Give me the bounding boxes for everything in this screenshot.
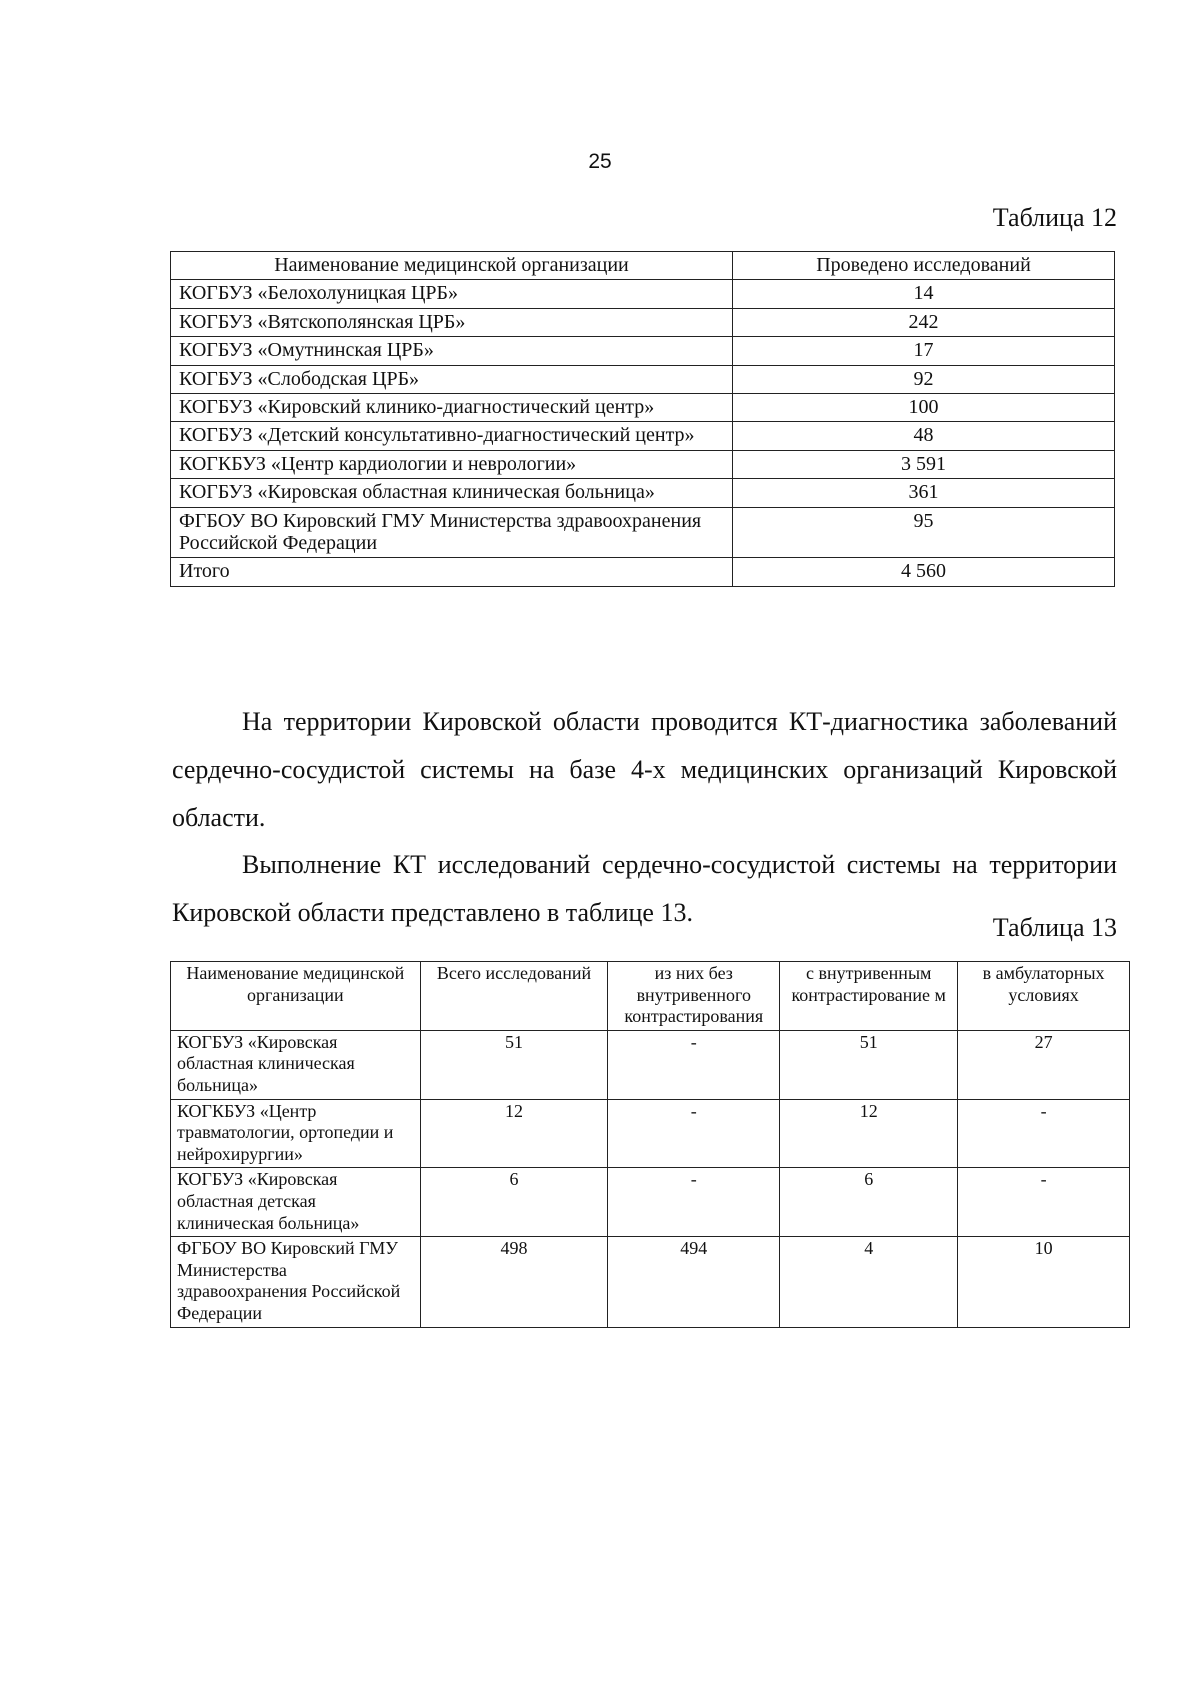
table-header-row [171, 962, 1130, 1031]
organization-cell: КОГБУЗ «Кировский клинико-диагностический центр» [171, 393, 733, 421]
outpatient-cell: - [958, 1099, 1130, 1168]
table-12 [170, 251, 1115, 587]
table-row [171, 337, 1115, 365]
table-13 [170, 961, 1130, 1328]
table-row [171, 308, 1115, 336]
organization-cell: КОГБУЗ «Детский консультативно-диагностический центр» [171, 422, 733, 450]
organization-cell: КОГБУЗ «Омутнинская ЦРБ» [171, 337, 733, 365]
table-13-caption: Таблица 13 [992, 913, 1117, 942]
column-header-organization: Наименование медицинской организации [171, 962, 421, 1031]
table-row [171, 507, 1115, 558]
column-header-total: Всего исследований [420, 962, 608, 1031]
without-contrast-cell: - [608, 1099, 780, 1168]
column-header-with-contrast: с внутривенным контрастирование м [780, 962, 958, 1031]
organization-cell: КОГБУЗ «Слободская ЦРБ» [171, 365, 733, 393]
table-12-caption: Таблица 12 [992, 203, 1117, 232]
paragraph-ct-diagnostics: На территории Кировской области проводится КТ-диагностика заболеваний сердечно-сосудистой системы на базе 4-х медицинских организаций Кировской области. [172, 707, 1117, 832]
table-row [171, 450, 1115, 478]
column-header-studies: Проведено исследований [733, 252, 1115, 280]
table-row [171, 393, 1115, 421]
table-row [171, 1099, 1130, 1168]
total-cell: 6 [420, 1168, 608, 1237]
total-cell: 12 [420, 1099, 608, 1168]
organization-cell: КОГБУЗ «Кировская областная клиническая больница» [171, 479, 733, 507]
count-cell: 92 [733, 365, 1115, 393]
table-row [171, 1030, 1130, 1099]
with-contrast-cell: 4 [780, 1237, 958, 1327]
organization-cell: КОГБУЗ «Вятскополянская ЦРБ» [171, 308, 733, 336]
total-row [171, 558, 1115, 586]
organization-cell: КОГКБУЗ «Центр кардиологии и неврологии» [171, 450, 733, 478]
total-cell: 498 [420, 1237, 608, 1327]
total-cell: 51 [420, 1030, 608, 1099]
table-row [171, 479, 1115, 507]
paragraph-table-13-intro: Выполнение КТ исследований сердечно-сосудистой системы на территории Кировской области представлено в таблице 13. [172, 850, 1117, 927]
without-contrast-cell: 494 [608, 1237, 780, 1327]
column-header-outpatient: в амбулаторных условиях [958, 962, 1130, 1031]
table-row [171, 280, 1115, 308]
organization-cell: КОГБУЗ «Белохолуницкая ЦРБ» [171, 280, 733, 308]
table-row [171, 422, 1115, 450]
count-cell: 17 [733, 337, 1115, 365]
count-cell: 100 [733, 393, 1115, 421]
count-cell: 95 [733, 507, 1115, 558]
table-12-body [171, 280, 1115, 586]
count-cell: 361 [733, 479, 1115, 507]
table-row [171, 1168, 1130, 1237]
total-count-cell: 4 560 [733, 558, 1115, 586]
organization-cell: КОГБУЗ «Кировская областная детская клиническая больница» [171, 1168, 421, 1237]
with-contrast-cell: 12 [780, 1099, 958, 1168]
page-number: 25 [588, 150, 612, 173]
table-row [171, 365, 1115, 393]
column-header-organization: Наименование медицинской организации [171, 252, 733, 280]
count-cell: 3 591 [733, 450, 1115, 478]
outpatient-cell: 27 [958, 1030, 1130, 1099]
outpatient-cell: 10 [958, 1237, 1130, 1327]
count-cell: 14 [733, 280, 1115, 308]
organization-cell: КОГБУЗ «Кировская областная клиническая больница» [171, 1030, 421, 1099]
organization-cell: КОГКБУЗ «Центр травматологии, ортопедии и нейрохирургии» [171, 1099, 421, 1168]
without-contrast-cell: - [608, 1030, 780, 1099]
column-header-without-contrast: из них без внутривенного контрастирования [608, 962, 780, 1031]
organization-cell: ФГБОУ ВО Кировский ГМУ Министерства здравоохранения Российской Федерации [171, 1237, 421, 1327]
table-row [171, 1237, 1130, 1327]
table-header-row [171, 252, 1115, 280]
count-cell: 242 [733, 308, 1115, 336]
without-contrast-cell: - [608, 1168, 780, 1237]
total-label-cell: Итого [171, 558, 733, 586]
with-contrast-cell: 6 [780, 1168, 958, 1237]
organization-cell: ФГБОУ ВО Кировский ГМУ Министерства здравоохранения Российской Федерации [171, 507, 733, 558]
with-contrast-cell: 51 [780, 1030, 958, 1099]
count-cell: 48 [733, 422, 1115, 450]
outpatient-cell: - [958, 1168, 1130, 1237]
